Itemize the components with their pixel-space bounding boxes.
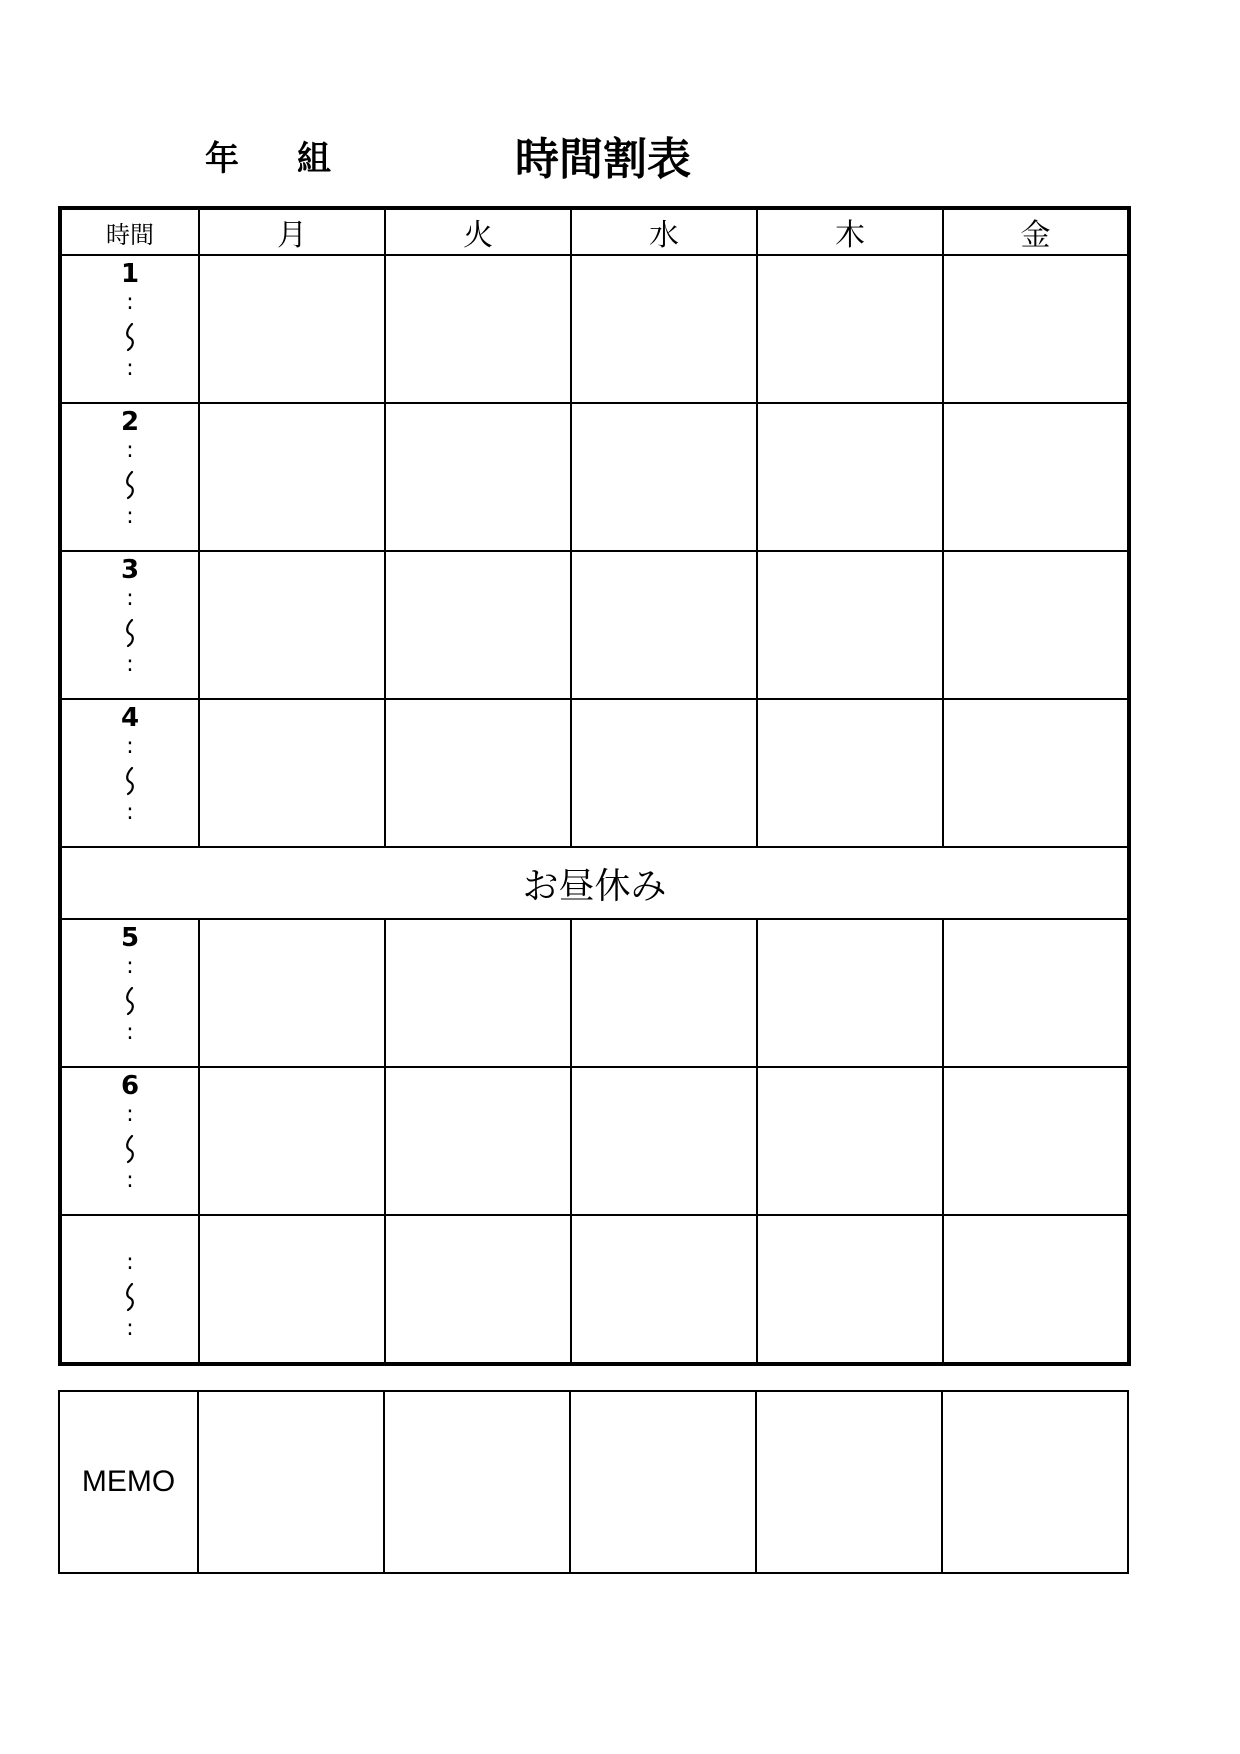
start-time-colon: : [126, 586, 134, 611]
class-label: 組 [297, 139, 331, 179]
period-number: 6 [120, 1071, 140, 1101]
subject-cell-tue[interactable] [385, 551, 571, 699]
subject-cell-mon[interactable] [199, 255, 385, 403]
period-row [60, 403, 1129, 551]
memo-cell[interactable] [570, 1391, 756, 1573]
day-header-tue: 火 [385, 208, 571, 255]
subject-cell-wed[interactable] [571, 255, 757, 403]
period-number: 5 [120, 923, 140, 953]
subject-cell-fri[interactable] [943, 403, 1129, 551]
start-time-colon: : [126, 438, 134, 463]
memo-row [59, 1391, 1128, 1573]
wave-dash-icon [62, 612, 198, 652]
subject-cell-thu[interactable] [757, 919, 943, 1067]
period-time-cell[interactable] [60, 919, 199, 1067]
memo-cell[interactable] [198, 1391, 384, 1573]
memo-cell[interactable] [756, 1391, 942, 1573]
day-header-row [60, 208, 1129, 255]
wave-dash-icon [62, 1128, 198, 1168]
subject-cell-fri[interactable] [943, 919, 1129, 1067]
start-time-colon: : [126, 734, 134, 759]
end-time-colon: : [126, 1168, 134, 1193]
subject-cell-mon[interactable] [199, 403, 385, 551]
subject-cell-tue[interactable] [385, 699, 571, 847]
end-time-colon: : [126, 800, 134, 825]
memo-cell[interactable] [942, 1391, 1128, 1573]
subject-cell-wed[interactable] [571, 551, 757, 699]
subject-cell-fri[interactable] [943, 551, 1129, 699]
end-time-colon: : [126, 504, 134, 529]
subject-cell-mon[interactable] [199, 699, 385, 847]
subject-cell-wed[interactable] [571, 699, 757, 847]
wave-dash-icon [62, 760, 198, 800]
subject-cell-tue[interactable] [385, 255, 571, 403]
start-time-colon: : [126, 1250, 134, 1275]
lunch-break-label: お昼休み [60, 847, 1129, 919]
subject-cell-fri[interactable] [943, 1215, 1129, 1364]
subject-cell-wed[interactable] [571, 1067, 757, 1215]
period-time-cell[interactable] [60, 255, 199, 403]
subject-cell-fri[interactable] [943, 1067, 1129, 1215]
subject-cell-wed[interactable] [571, 403, 757, 551]
time-column-header: 時間 [60, 208, 199, 255]
page-title: 時間割表 [515, 134, 691, 185]
period-row [60, 551, 1129, 699]
day-header-mon: 月 [199, 208, 385, 255]
lunch-break-row [60, 847, 1129, 919]
period-time-cell[interactable] [60, 403, 199, 551]
memo-cell[interactable] [384, 1391, 570, 1573]
period-number: 1 [120, 259, 140, 289]
subject-cell-fri[interactable] [943, 255, 1129, 403]
wave-dash-icon [62, 1276, 198, 1316]
end-time-colon: : [126, 652, 134, 677]
period-time-cell[interactable] [60, 551, 199, 699]
subject-cell-tue[interactable] [385, 1067, 571, 1215]
end-time-colon: : [126, 1316, 134, 1341]
period-number: 4 [120, 703, 140, 733]
wave-dash-icon [62, 316, 198, 356]
period-number [62, 1218, 198, 1250]
memo-table [58, 1390, 1129, 1574]
year-label: 年 [205, 139, 239, 179]
period-row [60, 919, 1129, 1067]
end-time-colon: : [126, 1020, 134, 1045]
subject-cell-wed[interactable] [571, 1215, 757, 1364]
period-row [60, 1067, 1129, 1215]
subject-cell-mon[interactable] [199, 1067, 385, 1215]
period-row [60, 255, 1129, 403]
subject-cell-thu[interactable] [757, 551, 943, 699]
subject-cell-thu[interactable] [757, 699, 943, 847]
wave-dash-icon [62, 464, 198, 504]
day-header-wed: 水 [571, 208, 757, 255]
subject-cell-thu[interactable] [757, 255, 943, 403]
period-row [60, 699, 1129, 847]
period-time-cell[interactable] [60, 1067, 199, 1215]
timetable [58, 206, 1131, 1366]
subject-cell-thu[interactable] [757, 403, 943, 551]
subject-cell-fri[interactable] [943, 699, 1129, 847]
day-header-thu: 木 [757, 208, 943, 255]
period-number: 3 [120, 555, 140, 585]
period-number: 2 [120, 407, 140, 437]
start-time-colon: : [126, 1102, 134, 1127]
start-time-colon: : [126, 954, 134, 979]
subject-cell-mon[interactable] [199, 919, 385, 1067]
subject-cell-thu[interactable] [757, 1067, 943, 1215]
subject-cell-tue[interactable] [385, 919, 571, 1067]
period-time-cell[interactable] [60, 1215, 199, 1364]
period-row [60, 1215, 1129, 1364]
day-header-fri: 金 [943, 208, 1129, 255]
wave-dash-icon [62, 980, 198, 1020]
period-time-cell[interactable] [60, 699, 199, 847]
subject-cell-mon[interactable] [199, 551, 385, 699]
subject-cell-mon[interactable] [199, 1215, 385, 1364]
subject-cell-wed[interactable] [571, 919, 757, 1067]
subject-cell-tue[interactable] [385, 403, 571, 551]
start-time-colon: : [126, 290, 134, 315]
end-time-colon: : [126, 356, 134, 381]
subject-cell-thu[interactable] [757, 1215, 943, 1364]
subject-cell-tue[interactable] [385, 1215, 571, 1364]
memo-label: MEMO [59, 1391, 198, 1573]
